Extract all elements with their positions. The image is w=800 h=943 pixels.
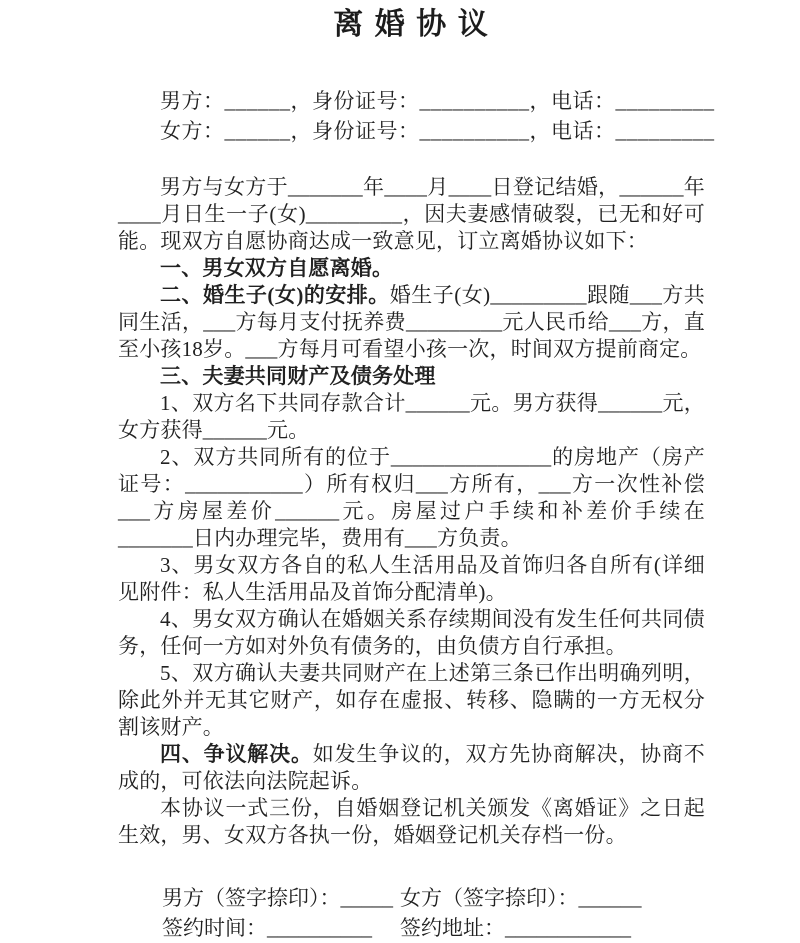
sign-date-line: 签约时间：__________ bbox=[162, 916, 372, 940]
signature-block bbox=[118, 883, 705, 943]
party-female-line: 女方：______，身份证号：__________，电话：_________ bbox=[160, 119, 715, 143]
section-3-item-2: 2、双方共同所有的位于_______________的房地产（房产证号：___________）所有权归___方所有，___方一次性补偿___方房屋差价______元。房屋过户手续和补差价手续在_______日内办理完毕，费用有___方负责。 bbox=[118, 445, 705, 550]
section-4-body: 如发生争议的，双方先协商解决，协商不成的，可依法向法院起诉。 bbox=[118, 742, 705, 793]
signature-row-names bbox=[162, 883, 705, 913]
female-signature-line: 女方（签字捺印）：______ bbox=[400, 886, 642, 910]
section-4-paragraph bbox=[118, 741, 705, 795]
section-3-item-4: 4、男女双方确认在婚姻关系存续期间没有发生任何共同债务，任何一方如对外负有债务的，由负债方自行承担。 bbox=[118, 607, 705, 658]
section-3-item-3: 3、男女双方各自的私人生活用品及首饰归各自所有(详细见附件：私人生活用品及首饰分配清单)。 bbox=[118, 553, 705, 604]
intro-paragraph: 男方与女方于_______年____月____日登记结婚，______年____月日生一子(女)_________，因夫妻感情破裂，已无和好可能。现双方自愿协商达成一致意见，订立离婚协议如下： bbox=[118, 175, 705, 253]
sign-address-line: 签约地址：____________ bbox=[400, 916, 631, 940]
section-4-heading: 四、争议解决。 bbox=[160, 742, 313, 766]
party-male-line: 男方：______，身份证号：__________，电话：_________ bbox=[160, 89, 715, 113]
closing-paragraph: 本协议一式三份，自婚姻登记机关颁发《离婚证》之日起生效，男、女双方各执一份，婚姻登记机关存档一份。 bbox=[118, 796, 705, 847]
signature-row-date-address bbox=[162, 913, 705, 943]
section-2-heading: 二、婚生子(女)的安排。 bbox=[160, 283, 390, 307]
section-1-heading: 一、男女双方自愿离婚。 bbox=[160, 256, 394, 280]
male-signature-line: 男方（签字捺印）：_____ bbox=[162, 886, 393, 910]
section-3-item-1: 1、双方名下共同存款合计______元。男方获得______元，女方获得______元。 bbox=[118, 391, 705, 442]
section-2-paragraph bbox=[118, 282, 705, 363]
section-3-item-5: 5、双方确认夫妻共同财产在上述第三条已作出明确列明，除此外并无其它财产，如存在虚报、转移、隐瞒的一方无权分割该财产。 bbox=[118, 661, 705, 739]
section-2-body: 婚生子(女)_________跟随___方共同生活，___方每月支付抚养费_________元人民币给___方，直至小孩18岁。___方每月可看望小孩一次，时间双方提前商定。 bbox=[118, 283, 705, 361]
document-title: 离 婚 协 议 bbox=[333, 8, 490, 41]
section-3-heading: 三、夫妻共同财产及债务处理 bbox=[160, 364, 436, 388]
parties-block bbox=[118, 86, 715, 146]
